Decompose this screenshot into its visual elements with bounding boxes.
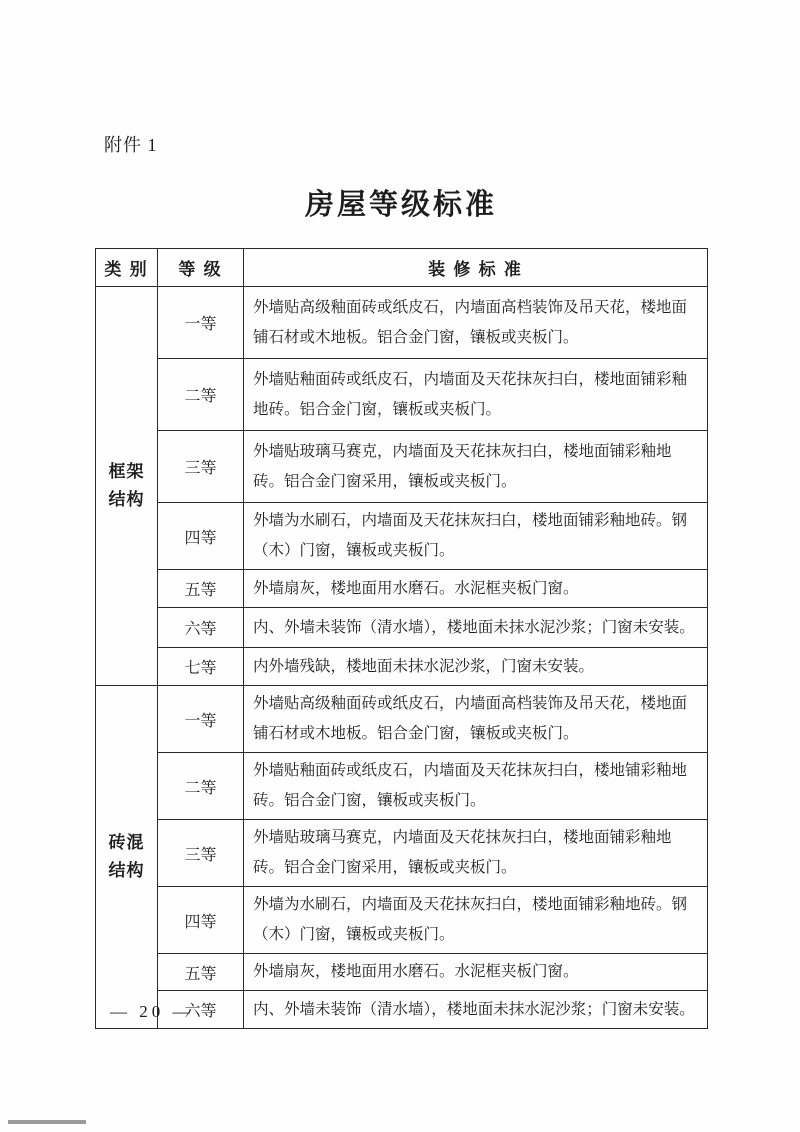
- grade-cell: 三等: [158, 431, 244, 503]
- table-row: [96, 359, 708, 431]
- table-row: [96, 608, 708, 648]
- standard-cell: 外墙贴玻璃马赛克，内墙面及天花抹灰扫白，楼地面铺彩釉地砖。铝合金门窗采用，镶板或夹板门。: [244, 431, 708, 503]
- grade-cell: 一等: [158, 287, 244, 359]
- header-grade: 等 级: [158, 249, 244, 287]
- category-line: 砖混: [108, 833, 145, 852]
- standard-cell: 内外墙残缺，楼地面未抹水泥沙浆，门窗未安装。: [244, 648, 708, 686]
- scan-artifact-line: [8, 1120, 86, 1124]
- grade-cell: 五等: [158, 570, 244, 608]
- standard-cell: 外墙扇灰，楼地面用水磨石。水泥框夹板门窗。: [244, 570, 708, 608]
- standard-cell: 外墙为水刷石，内墙面及天花抹灰扫白，楼地面铺彩釉地砖。钢（木）门窗，镶板或夹板门。: [244, 887, 708, 954]
- page-title: 房屋等级标准: [304, 189, 497, 221]
- table-row: [96, 648, 708, 686]
- table-row: [96, 503, 708, 570]
- housing-grade-table: [95, 248, 708, 1029]
- header-standard: 装 修 标 准: [244, 249, 708, 287]
- attachment-label: 附件 1: [104, 135, 158, 155]
- grade-cell: 五等: [158, 954, 244, 991]
- grade-cell: 二等: [158, 753, 244, 820]
- grade-cell: 四等: [158, 887, 244, 954]
- table-row: [96, 686, 708, 753]
- table-row: [96, 820, 708, 887]
- category-line: 结构: [108, 861, 145, 880]
- grade-cell: 二等: [158, 359, 244, 431]
- grade-cell: 六等: [158, 991, 244, 1029]
- standard-cell: 外墙为水刷石，内墙面及天花抹灰扫白，楼地面铺彩釉地砖。钢（木）门窗，镶板或夹板门。: [244, 503, 708, 570]
- standard-cell: 外墙扇灰，楼地面用水磨石。水泥框夹板门窗。: [244, 954, 708, 991]
- category-cell-frame-structure: [96, 287, 158, 686]
- category-cell-brick-concrete-structure: [96, 686, 158, 1029]
- table-row: [96, 287, 708, 359]
- table-row: [96, 431, 708, 503]
- standard-cell: 外墙贴玻璃马赛克，内墙面及天花抹灰扫白，楼地面铺彩釉地砖。铝合金门窗采用，镶板或夹板门。: [244, 820, 708, 887]
- grade-cell: 四等: [158, 503, 244, 570]
- standard-cell: 外墙贴釉面砖或纸皮石，内墙面及天花抹灰扫白，楼地铺彩釉地砖。铝合金门窗，镶板或夹板门。: [244, 753, 708, 820]
- page-number: — 20 —: [110, 1002, 194, 1021]
- table-row: [96, 887, 708, 954]
- grade-cell: 七等: [158, 648, 244, 686]
- standard-cell: 外墙贴釉面砖或纸皮石，内墙面及天花抹灰扫白，楼地面铺彩釉地砖。铝合金门窗，镶板或夹板门。: [244, 359, 708, 431]
- table-row: [96, 570, 708, 608]
- header-category: 类 别: [96, 249, 158, 287]
- standard-cell: 外墙贴高级釉面砖或纸皮石，内墙面高档装饰及吊天花，楼地面铺石材或木地板。铝合金门窗，镶板或夹板门。: [244, 287, 708, 359]
- grade-cell: 一等: [158, 686, 244, 753]
- table-row: [96, 954, 708, 991]
- table-row: [96, 753, 708, 820]
- table-header-row: [96, 249, 708, 287]
- standard-cell: 外墙贴高级釉面砖或纸皮石，内墙面高档装饰及吊天花，楼地面铺石材或木地板。铝合金门窗，镶板或夹板门。: [244, 686, 708, 753]
- standard-cell: 内、外墙未装饰（清水墙），楼地面未抹水泥沙浆；门窗未安装。: [244, 608, 708, 648]
- grade-cell: 三等: [158, 820, 244, 887]
- category-line: 结构: [108, 490, 145, 509]
- grade-cell: 六等: [158, 608, 244, 648]
- standard-cell: 内、外墙未装饰（清水墙），楼地面未抹水泥沙浆；门窗未安装。: [244, 991, 708, 1029]
- category-line: 框架: [108, 462, 145, 481]
